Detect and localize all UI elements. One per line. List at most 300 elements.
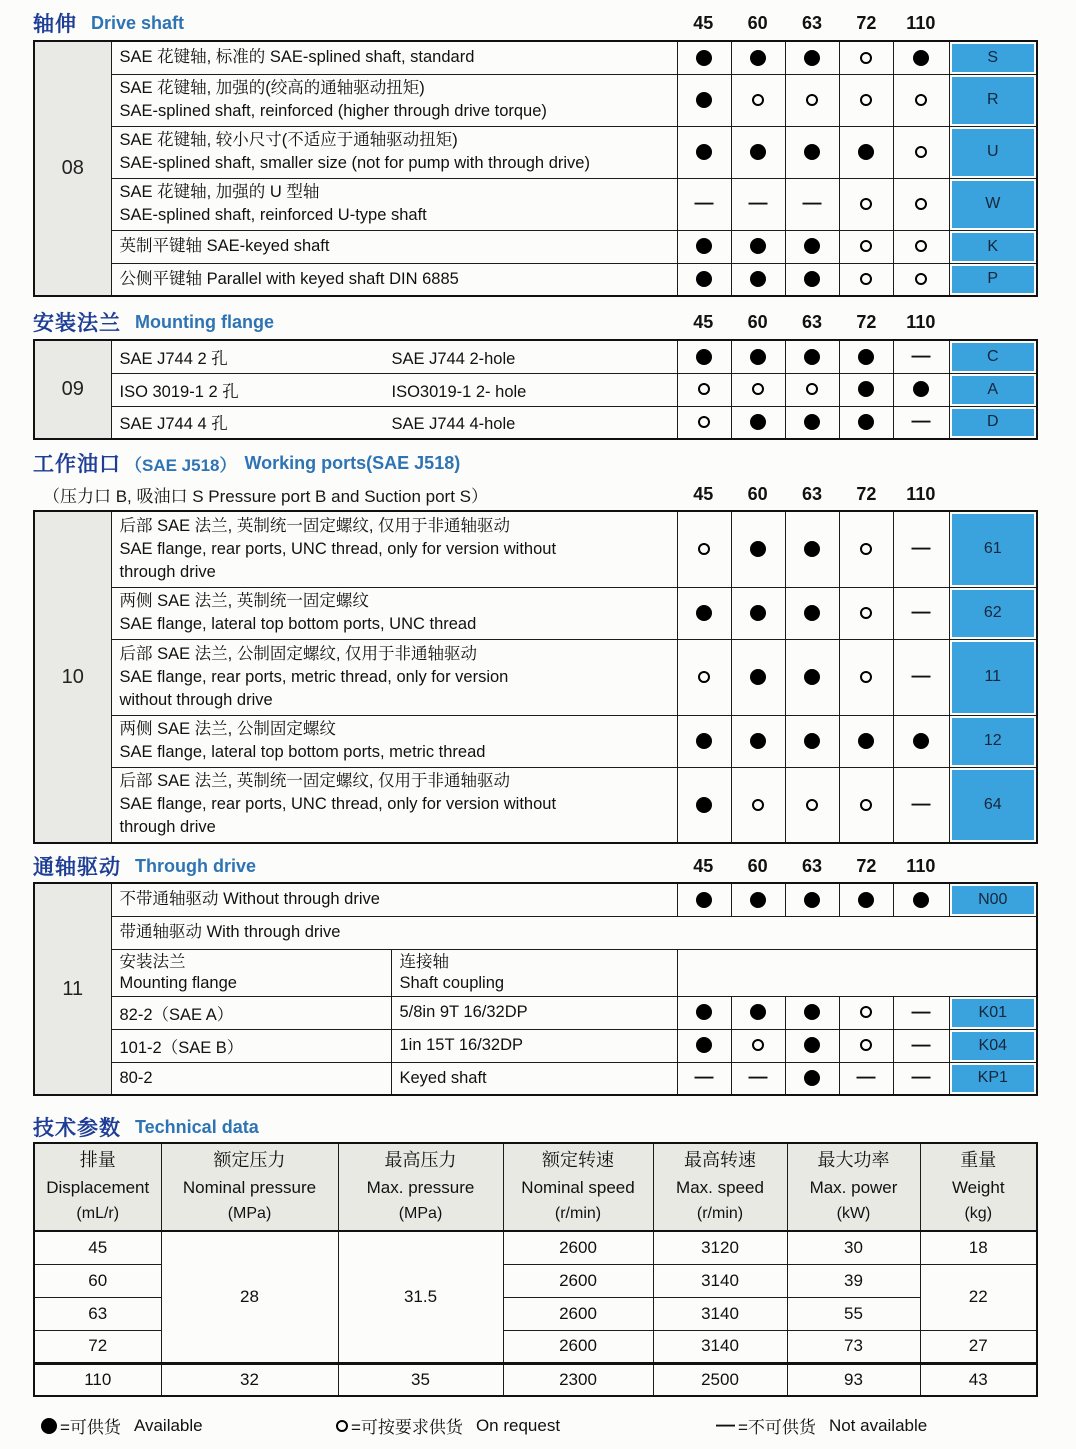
working-ports-table: [33, 510, 1038, 844]
technical-value-cell: 2600: [503, 1231, 653, 1264]
availability-cell-45: [677, 406, 731, 439]
on-request-circle-icon: [860, 543, 872, 555]
header-en: Weight: [951, 1178, 1005, 1197]
header-en: Displacement: [46, 1178, 150, 1197]
available-dot-icon: [696, 238, 712, 254]
mounting-flange-table: [33, 339, 1038, 440]
availability-cell-60: [731, 41, 785, 74]
availability-cell-72: [839, 126, 893, 178]
available-dot-icon: [750, 669, 766, 685]
available-dot-icon: [804, 144, 820, 160]
description-en: ISO3019-1 2- hole: [391, 382, 527, 401]
not-available-dash-icon: —: [748, 1067, 768, 1089]
size-col-60: 60: [747, 483, 768, 504]
not-available-dash-icon: —: [694, 193, 714, 214]
on-request-circle-icon: [806, 383, 818, 395]
header-en: Nominal speed: [521, 1178, 635, 1197]
available-dot-icon: [750, 238, 766, 254]
availability-cell-45: [677, 639, 731, 715]
technical-value-cell: 3140: [653, 1297, 787, 1330]
size-col-110: 110: [906, 12, 936, 33]
technical-header-cell: [338, 1143, 503, 1231]
description-line: without through drive: [119, 690, 273, 709]
availability-cell-72: [839, 883, 893, 916]
availability-cell-45: [677, 126, 731, 178]
description-line: 公侧平键轴 Parallel with keyed shaft DIN 6885: [119, 269, 459, 288]
legend-on-request-en: On request: [475, 1415, 561, 1435]
row-description: [111, 230, 677, 263]
availability-cell-110: [893, 715, 949, 767]
availability-cell-72: [839, 406, 893, 439]
available-dot-icon: [858, 733, 874, 749]
technical-value-cell: 22: [920, 1264, 1037, 1330]
available-dot-icon: [696, 144, 712, 160]
section-through-drive: [33, 850, 1036, 1096]
availability-cell-72: [839, 511, 893, 587]
header-zh: 重量: [960, 1150, 997, 1170]
size-column-headers: [676, 305, 948, 339]
available-dot-icon: [804, 238, 820, 254]
not-available-dash-icon: —: [694, 1067, 714, 1089]
code-chip: D: [952, 409, 1035, 437]
size-column-headers: [676, 850, 948, 882]
availability-cell-63: [785, 74, 839, 126]
on-request-circle-icon: [860, 273, 872, 285]
available-dot-icon: [750, 271, 766, 287]
description-line: SAE-splined shaft, smaller size (not for pump with through drive): [119, 154, 590, 172]
subheader-line: Shaft coupling: [399, 973, 505, 992]
available-dot-icon: [750, 414, 766, 430]
availability-cell-45: [677, 996, 731, 1029]
technical-value-cell: 55: [787, 1297, 920, 1330]
table-row: [34, 230, 1037, 263]
code-chip: 11: [952, 642, 1035, 713]
description-en: SAE J744 2-hole: [391, 349, 516, 368]
description-line: 后部 SAE 法兰, 英制统一固定螺纹, 仅用于非通轴驱动: [119, 772, 511, 791]
not-available-dash-icon: —: [911, 602, 931, 623]
table-row: [34, 340, 1037, 373]
legend: [33, 1413, 1043, 1438]
availability-cell-110: [893, 511, 949, 587]
table-row: [34, 178, 1037, 230]
availability-cell-60: [731, 511, 785, 587]
availability-cell-45: [677, 715, 731, 767]
available-dot-icon: [696, 349, 712, 365]
availability-cell-63: [785, 126, 839, 178]
availability-cell-72: [839, 178, 893, 230]
row-description-fullspan: [111, 916, 1037, 949]
technical-header-cell: [653, 1143, 787, 1231]
availability-cell-60: [731, 1029, 785, 1062]
header-zh: 最高压力: [384, 1150, 457, 1170]
code-chip: P: [952, 266, 1035, 294]
technical-header-cell: [787, 1143, 920, 1231]
on-request-circle-icon: [336, 1420, 348, 1432]
working-ports-title-standard: （SAE J518）: [125, 455, 237, 475]
available-dot-icon: [696, 797, 712, 813]
available-dot-icon: [858, 414, 874, 430]
description-zh: ISO 3019-1 2 孔: [119, 382, 239, 401]
table-row: [34, 949, 1037, 996]
table-row: [34, 41, 1037, 74]
size-column-headers: [676, 478, 948, 510]
available-dot-icon: [804, 50, 820, 66]
table-row: [34, 916, 1037, 949]
description-line: 后部 SAE 法兰, 英制统一固定螺纹, 仅用于非通轴驱动: [119, 516, 511, 535]
available-dot-icon: [804, 605, 820, 621]
description-line: 不带通轴驱动 Without through drive: [119, 890, 380, 909]
technical-value-cell: 93: [787, 1363, 920, 1396]
availability-cell-45: [677, 883, 731, 916]
table-row: [34, 511, 1037, 587]
availability-cell-60: [731, 639, 785, 715]
availability-cell-60: [731, 340, 785, 373]
technical-value-cell: 2600: [503, 1330, 653, 1363]
code-cell: [949, 41, 1037, 74]
technical-data-header: [33, 1112, 1036, 1142]
description-line: through drive: [119, 818, 216, 837]
flange-cell: 82-2（SAE A）: [111, 996, 391, 1029]
size-col-110: 110: [906, 855, 936, 876]
table-row: [34, 715, 1037, 767]
on-request-circle-icon: [698, 543, 710, 555]
availability-cell-72: [839, 340, 893, 373]
code-chip: W: [952, 181, 1035, 228]
on-request-circle-icon: [915, 240, 927, 252]
available-dot-icon: [750, 349, 766, 365]
technical-header-cell: [161, 1143, 338, 1231]
available-dot-icon: [750, 50, 766, 66]
availability-cell-72: [839, 587, 893, 639]
description-line: SAE flange, rear ports, UNC thread, only for version without: [119, 795, 557, 814]
code-chip: K: [952, 233, 1035, 261]
availability-cell-110: [893, 41, 949, 74]
available-dot-icon: [804, 271, 820, 287]
header-en: Max. pressure: [366, 1178, 475, 1197]
available-dot-icon: [804, 541, 820, 557]
on-request-circle-icon: [752, 383, 764, 395]
technical-value-cell: 2300: [503, 1363, 653, 1396]
availability-cell-72: [839, 230, 893, 263]
available-dot-icon: [696, 892, 712, 908]
available-dot-icon: [41, 1418, 57, 1434]
availability-cell-63: [785, 373, 839, 406]
on-request-circle-icon: [915, 198, 927, 210]
availability-cell-60: [731, 178, 785, 230]
description-line: SAE flange, lateral top bottom ports, UNC thread: [119, 615, 477, 633]
description-line: 带通轴驱动 With through drive: [119, 923, 341, 941]
code-chip: K04: [952, 1032, 1035, 1060]
code-cell: [949, 373, 1037, 406]
availability-cell-63: [785, 41, 839, 74]
row-description: [111, 767, 677, 843]
availability-cell-72: [839, 715, 893, 767]
available-dot-icon: [804, 669, 820, 685]
through-drive-table: [33, 882, 1038, 1096]
availability-cell-63: [785, 1062, 839, 1095]
availability-cell-63: [785, 178, 839, 230]
availability-cell-60: [731, 406, 785, 439]
available-dot-icon: [858, 349, 874, 365]
availability-cell-63: [785, 263, 839, 296]
working-ports-subtitle: （压力口 B, 吸油口 S Pressure port B and Suction port S）: [43, 486, 488, 506]
technical-value-cell: 63: [34, 1297, 161, 1330]
on-request-circle-icon: [860, 607, 872, 619]
drive-shaft-header: [33, 6, 1036, 40]
available-dot-icon: [804, 1037, 820, 1053]
legend-available-en: Available: [133, 1415, 203, 1435]
availability-cell-110: [893, 340, 949, 373]
table-row: [34, 373, 1037, 406]
table-row: [34, 996, 1037, 1029]
code-chip: KP1: [952, 1065, 1035, 1093]
on-request-circle-icon: [752, 799, 764, 811]
row-description: [111, 263, 677, 296]
not-available-dash-icon: —: [911, 345, 931, 367]
technical-value-cell: 3120: [653, 1231, 787, 1264]
code-cell: [949, 587, 1037, 639]
availability-cell-45: [677, 340, 731, 373]
size-col-110: 110: [906, 483, 936, 504]
description-line: SAE 花键轴, 加强的 U 型轴: [119, 183, 320, 201]
availability-cell-110: [893, 767, 949, 843]
technical-header-cell: [503, 1143, 653, 1231]
mounting-flange-title-zh: 安装法兰: [33, 312, 121, 335]
through-drive-title-zh: 通轴驱动: [33, 856, 121, 879]
drive-shaft-title-en: Drive shaft: [91, 12, 185, 33]
available-dot-icon: [750, 605, 766, 621]
availability-cell-63: [785, 996, 839, 1029]
technical-value-cell: 45: [34, 1231, 161, 1264]
availability-cell-110: [893, 263, 949, 296]
header-zh: 额定压力: [213, 1150, 286, 1170]
not-available-dash-icon: —: [802, 193, 822, 214]
technical-data-table: [33, 1142, 1038, 1397]
description-line: SAE-splined shaft, reinforced U-type shaft: [119, 206, 427, 224]
technical-header-row: [34, 1143, 1037, 1231]
size-col-60: 60: [747, 12, 768, 33]
row-description: [111, 715, 677, 767]
row-description: [111, 511, 677, 587]
table-row: [34, 1062, 1037, 1095]
technical-value-cell: 2600: [503, 1264, 653, 1297]
availability-cell-45: [677, 587, 731, 639]
availability-cell-60: [731, 263, 785, 296]
size-col-63: 63: [802, 483, 823, 504]
availability-cell-72: [839, 74, 893, 126]
technical-data-row: [34, 1231, 1037, 1264]
description-line: SAE-splined shaft, reinforced (higher through drive torque): [119, 102, 547, 120]
working-ports-header: [33, 448, 1036, 478]
availability-cell-72: [839, 767, 893, 843]
availability-cell-60: [731, 715, 785, 767]
code-chip: 62: [952, 590, 1035, 637]
available-dot-icon: [696, 605, 712, 621]
header-unit: (kg): [964, 1205, 993, 1222]
availability-cell-63: [785, 883, 839, 916]
technical-data-row: [34, 1363, 1037, 1396]
availability-cell-110: [893, 230, 949, 263]
availability-cell-45: [677, 1062, 731, 1095]
header-en: Max. speed: [676, 1178, 764, 1197]
size-col-63: 63: [802, 12, 823, 33]
table-row: [34, 587, 1037, 639]
technical-value-cell: 72: [34, 1330, 161, 1363]
working-ports-title-zh: 工作油口: [33, 453, 121, 476]
on-request-circle-icon: [752, 1039, 764, 1051]
availability-cell-110: [893, 406, 949, 439]
section-id-cell: 10: [34, 511, 111, 843]
size-col-72: 72: [856, 311, 877, 332]
table-row: [34, 406, 1037, 439]
header-zh: 排量: [79, 1150, 116, 1170]
technical-value-cell: 2600: [503, 1297, 653, 1330]
availability-cell-63: [785, 1029, 839, 1062]
mounting-flange-header: [33, 305, 1036, 339]
code-cell: [949, 996, 1037, 1029]
section-working-ports: [33, 448, 1036, 844]
technical-value-cell: 60: [34, 1264, 161, 1297]
code-cell: [949, 340, 1037, 373]
size-col-72: 72: [856, 483, 877, 504]
availability-cell-110: [893, 639, 949, 715]
code-cell: [949, 511, 1037, 587]
availability-cell-110: [893, 74, 949, 126]
availability-cell-63: [785, 639, 839, 715]
availability-cell-60: [731, 74, 785, 126]
code-chip: N00: [952, 886, 1035, 914]
size-col-45: 45: [693, 855, 714, 876]
technical-value-cell: 3140: [653, 1264, 787, 1297]
available-dot-icon: [804, 414, 820, 430]
availability-cell-63: [785, 587, 839, 639]
not-available-dash-icon: —: [716, 1414, 735, 1436]
availability-cell-110: [893, 373, 949, 406]
availability-cell-60: [731, 230, 785, 263]
technical-value-cell: 43: [920, 1363, 1037, 1396]
code-cell: [949, 883, 1037, 916]
technical-value-cell: 73: [787, 1330, 920, 1363]
table-row: [34, 883, 1037, 916]
description-line: 英制平键轴 SAE-keyed shaft: [119, 237, 330, 255]
size-column-headers: [676, 6, 948, 40]
coupling-cell: 5/8in 9T 16/32DP: [391, 996, 677, 1029]
on-request-circle-icon: [860, 1039, 872, 1051]
legend-not-available-zh: =不可供货: [738, 1418, 816, 1437]
available-dot-icon: [696, 1037, 712, 1053]
available-dot-icon: [804, 1004, 820, 1020]
availability-cell-63: [785, 767, 839, 843]
availability-cell-110: [893, 1029, 949, 1062]
availability-cell-110: [893, 996, 949, 1029]
availability-cell-63: [785, 230, 839, 263]
available-dot-icon: [913, 733, 929, 749]
row-description: [111, 639, 677, 715]
code-cell: [949, 715, 1037, 767]
table-row: [34, 1029, 1037, 1062]
available-dot-icon: [696, 733, 712, 749]
availability-cell-45: [677, 178, 731, 230]
availability-cell-45: [677, 373, 731, 406]
availability-cell-45: [677, 263, 731, 296]
available-dot-icon: [750, 144, 766, 160]
section-id-cell: 09: [34, 340, 111, 439]
availability-cell-60: [731, 996, 785, 1029]
row-description: [111, 74, 677, 126]
header-zh: 最高转速: [684, 1150, 756, 1170]
on-request-circle-icon: [806, 94, 818, 106]
description-line: SAE flange, lateral top bottom ports, metric thread: [119, 743, 486, 761]
technical-header-cell: [920, 1143, 1037, 1231]
available-dot-icon: [804, 349, 820, 365]
row-description: [111, 178, 677, 230]
coupling-cell: 1in 15T 16/32DP: [391, 1029, 677, 1062]
table-row: [34, 126, 1037, 178]
row-description: [111, 587, 677, 639]
size-col-45: 45: [693, 483, 714, 504]
legend-not-available-en: Not available: [828, 1415, 928, 1435]
on-request-circle-icon: [860, 198, 872, 210]
on-request-circle-icon: [860, 52, 872, 64]
code-cell: [949, 74, 1037, 126]
code-cell: [949, 639, 1037, 715]
size-col-63: 63: [802, 855, 823, 876]
row-description: [111, 340, 677, 373]
header-unit: (r/min): [554, 1205, 602, 1222]
size-col-45: 45: [693, 12, 714, 33]
size-col-60: 60: [747, 855, 768, 876]
code-chip: U: [952, 129, 1035, 176]
availability-cell-63: [785, 406, 839, 439]
available-dot-icon: [750, 733, 766, 749]
available-dot-icon: [750, 1004, 766, 1020]
on-request-circle-icon: [915, 94, 927, 106]
code-chip: 61: [952, 514, 1035, 585]
description-line: SAE flange, rear ports, metric thread, only for version: [119, 667, 509, 686]
code-cell: [949, 767, 1037, 843]
description-line: SAE flange, rear ports, UNC thread, only for version without: [119, 539, 557, 558]
availability-cell-63: [785, 715, 839, 767]
on-request-circle-icon: [860, 240, 872, 252]
header-zh: 最大功率: [817, 1150, 890, 1170]
not-available-dash-icon: —: [911, 538, 931, 560]
not-available-dash-icon: —: [911, 1067, 931, 1089]
mounting-flange-title-en: Mounting flange: [135, 311, 274, 332]
availability-cell-110: [893, 587, 949, 639]
description-line: SAE 花键轴, 较小尺寸(不适应于通轴驱动扭矩): [119, 131, 458, 149]
available-dot-icon: [913, 50, 929, 66]
section-id-cell: 11: [34, 883, 111, 1095]
availability-cell-60: [731, 373, 785, 406]
not-available-dash-icon: —: [856, 1067, 876, 1089]
size-col-45: 45: [693, 311, 714, 332]
code-cell: [949, 263, 1037, 296]
availability-cell-72: [839, 639, 893, 715]
availability-cell-72: [839, 1029, 893, 1062]
not-available-dash-icon: —: [911, 411, 931, 433]
code-chip: R: [952, 77, 1035, 124]
not-available-dash-icon: —: [748, 193, 768, 214]
technical-value-cell: 18: [920, 1231, 1037, 1264]
code-cell: [949, 1062, 1037, 1095]
description-line: through drive: [119, 562, 216, 581]
code-cell: [949, 230, 1037, 263]
subheader-mounting-flange: [111, 949, 391, 996]
availability-cell-110: [893, 126, 949, 178]
description-line: 两侧 SAE 法兰, 公制固定螺纹: [119, 720, 336, 738]
size-col-110: 110: [906, 311, 936, 332]
row-description: [111, 373, 677, 406]
